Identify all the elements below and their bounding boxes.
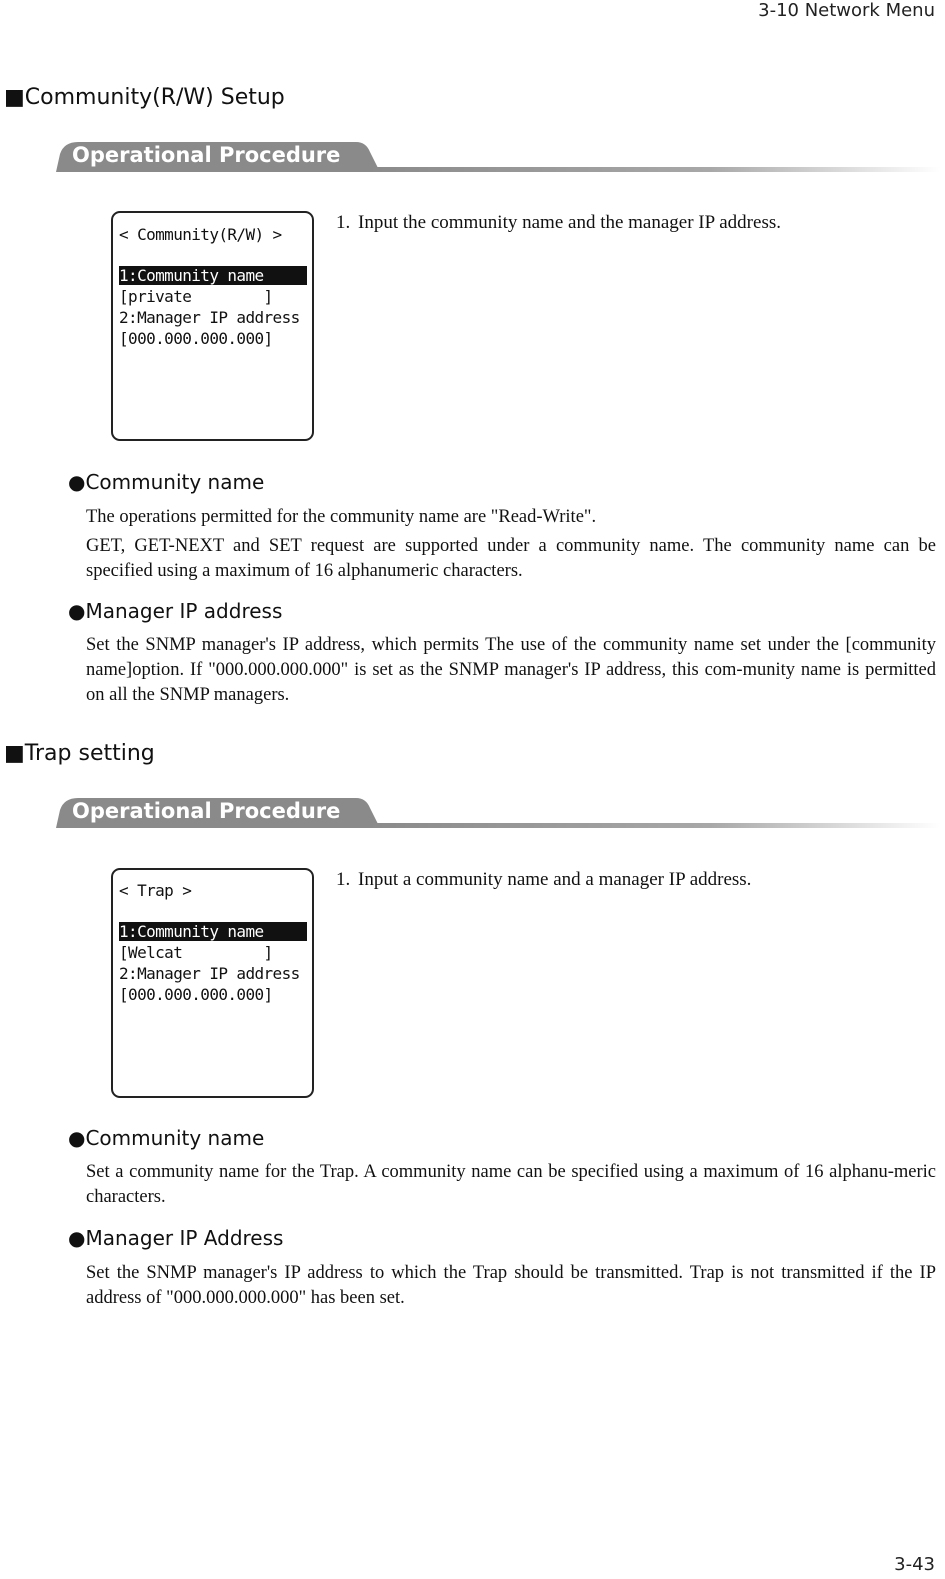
- lcd-menu-item[interactable]: 2:Manager IP address: [119, 964, 300, 983]
- lcd-title: < Community(R/W) >: [119, 225, 282, 244]
- lcd-menu-item-selected[interactable]: 1:Community name: [119, 922, 307, 941]
- item-paragraph: Set the SNMP manager's IP address, which permits The use of the community name set under the [community name]option. If "000.000.000.000" is set as the SNMP manager's IP address, this com-munity name is permitted on all the SNMP managers.: [86, 635, 936, 705]
- lcd-title: < Trap >: [119, 881, 192, 900]
- lcd-value-field: [Welcat ]: [119, 943, 273, 962]
- lcd-screen: [111, 211, 314, 441]
- lcd-screen: [111, 868, 314, 1098]
- item-paragraph: The operations permitted for the community name are "Read-Write".: [86, 507, 597, 527]
- section-title-community-rw: ■Community(R/W) Setup: [4, 85, 285, 110]
- item-heading: ●Manager IP address: [68, 599, 283, 623]
- lcd-value-field: [000.000.000.000]: [119, 985, 273, 1004]
- chapter-title: 3-10 Network Menu: [758, 0, 935, 21]
- step-text: Input a community name and a manager IP address.: [358, 869, 752, 890]
- procedure-step: [336, 212, 781, 234]
- page-number: 3-43: [894, 1554, 935, 1575]
- lcd-value-field: [private ]: [119, 287, 273, 306]
- lcd-value-field: [000.000.000.000]: [119, 329, 273, 348]
- item-heading: ●Community name: [68, 1126, 265, 1150]
- item-paragraph: Set a community name for the Trap. A community name can be specified using a maximum of 16 alphanu-meric characters.: [86, 1162, 936, 1207]
- step-number: 1.: [336, 869, 351, 890]
- item-paragraph: GET, GET-NEXT and SET request are supported under a community name. The community name can be specified using a maximum of 16 alphanumeric characters.: [86, 536, 936, 581]
- item-heading: ●Manager IP Address: [68, 1226, 284, 1250]
- lcd-menu-item[interactable]: 2:Manager IP address: [119, 308, 300, 327]
- operational-procedure-banner: [56, 796, 940, 830]
- step-number: 1.: [336, 212, 351, 233]
- operational-procedure-banner: [56, 140, 940, 174]
- procedure-step: [336, 869, 751, 891]
- procedure-label: Operational Procedure: [72, 143, 341, 167]
- step-text: Input the community name and the manager IP address.: [358, 212, 781, 233]
- lcd-menu-item-selected[interactable]: 1:Community name: [119, 266, 307, 285]
- item-heading: ●Community name: [68, 470, 265, 494]
- section-title-trap-setting: ■Trap setting: [4, 741, 155, 766]
- procedure-label: Operational Procedure: [72, 799, 341, 823]
- item-paragraph: Set the SNMP manager's IP address to which the Trap should be transmitted. Trap is not transmitted if the IP address of "000.000.000.000" has been set.: [86, 1263, 936, 1308]
